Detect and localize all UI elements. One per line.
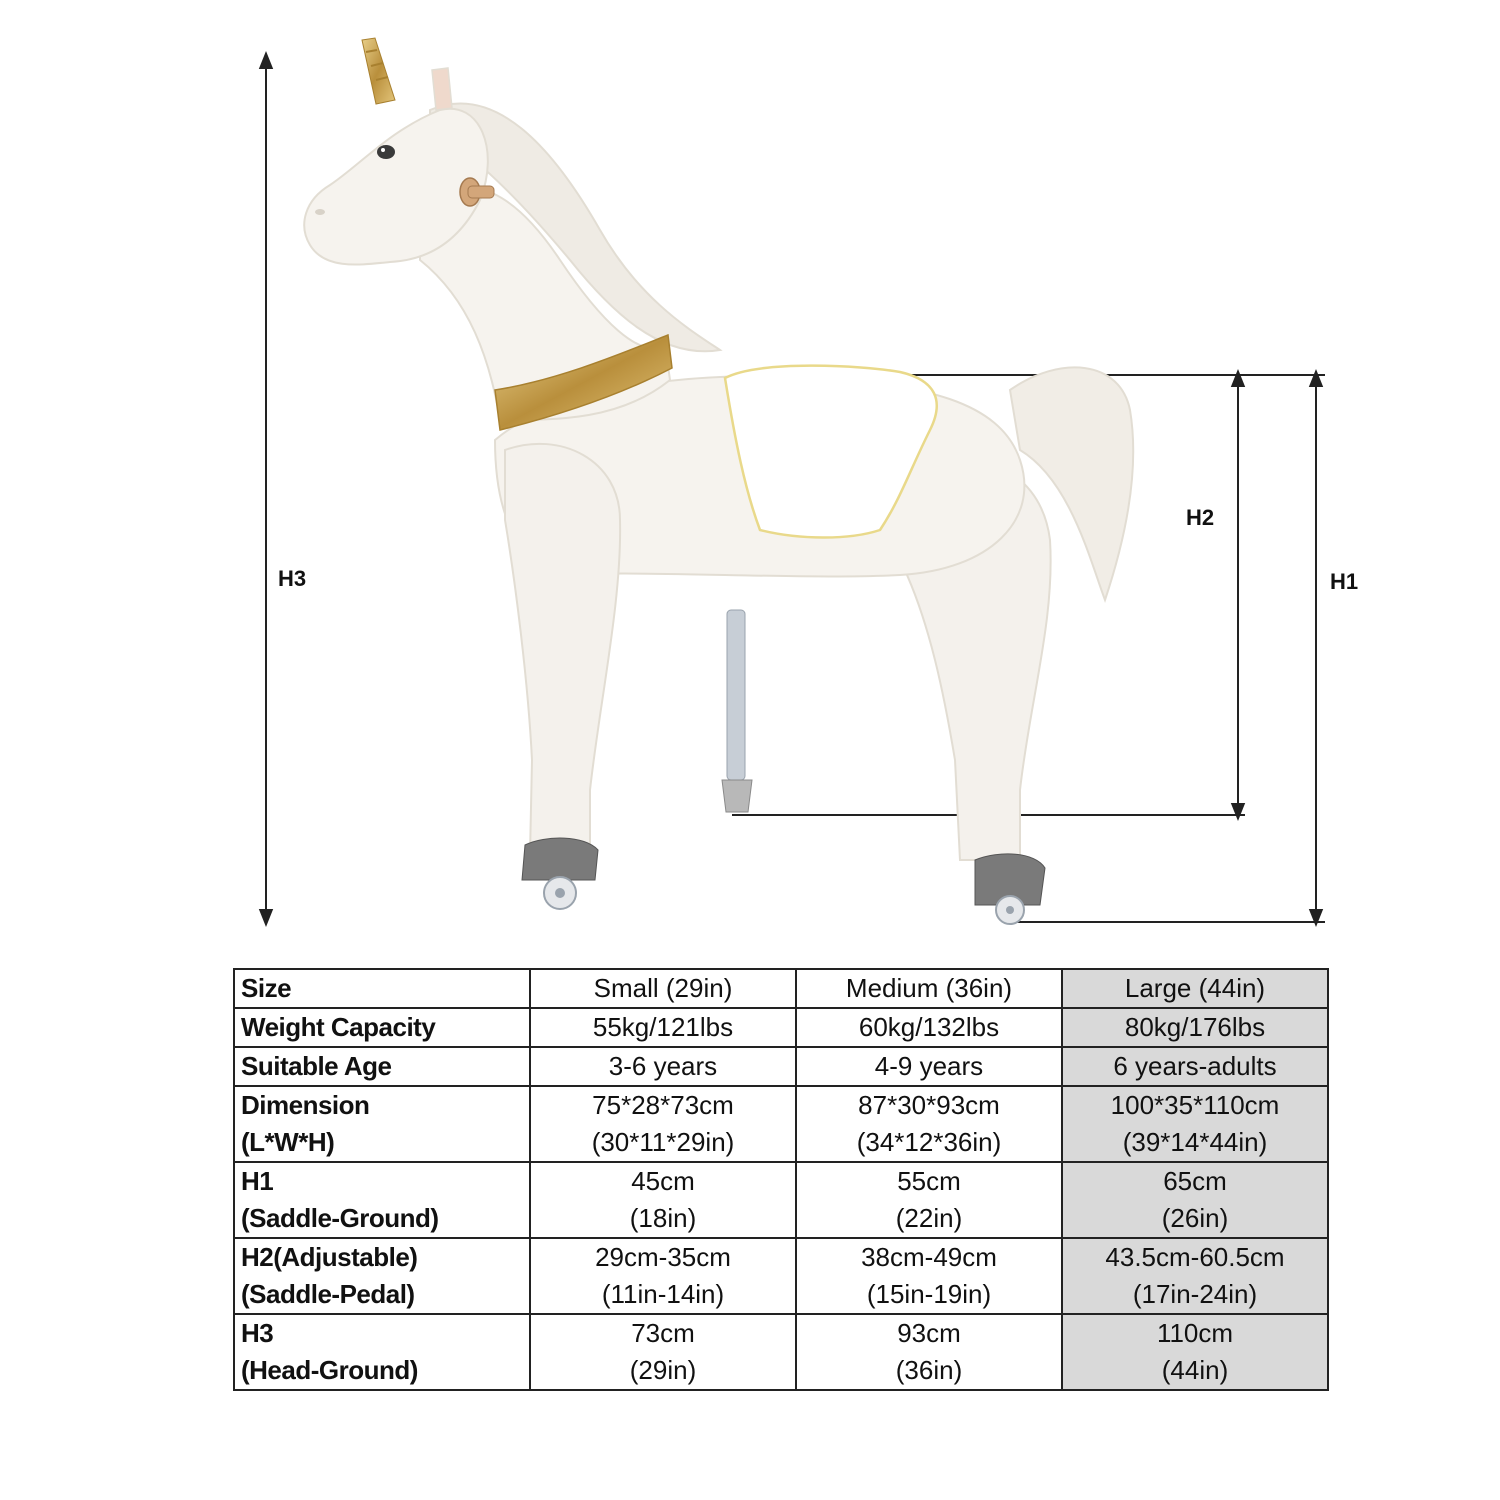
cell-line: 73cm — [631, 1318, 695, 1348]
cell-line: 87*30*93cm — [858, 1090, 1000, 1120]
table-cell — [530, 1047, 796, 1086]
table-cell — [1062, 1086, 1328, 1162]
h3-label: H3 — [278, 566, 307, 591]
cell-line: (30*11*29in) — [591, 1127, 735, 1157]
cell-line: Large (44in) — [1124, 973, 1266, 1003]
row-header — [234, 1238, 530, 1314]
cell-line: (18in) — [629, 1203, 697, 1233]
row-header-line: (L*W*H) — [241, 1127, 335, 1157]
table-cell — [1062, 1162, 1328, 1238]
cell-line: Medium (36in) — [845, 973, 1013, 1003]
table-cell — [1062, 969, 1328, 1008]
cell-line: 75*28*73cm — [592, 1090, 734, 1120]
spec-table-body — [234, 969, 1328, 1390]
table-cell — [530, 1086, 796, 1162]
cell-line: 38cm-49cm — [861, 1242, 997, 1272]
table-cell — [796, 1086, 1062, 1162]
row-header — [234, 1162, 530, 1238]
cell-line: (29in) — [629, 1355, 697, 1385]
table-cell — [530, 1008, 796, 1047]
table-cell — [796, 969, 1062, 1008]
table-cell — [530, 1162, 796, 1238]
table-cell — [796, 1047, 1062, 1086]
cell-line: (39*14*44in) — [1122, 1127, 1268, 1157]
row-header-line: (Saddle-Ground) — [241, 1203, 439, 1233]
h1-label: H1 — [1330, 569, 1359, 594]
row-header-line: Dimension — [241, 1090, 370, 1120]
cell-line: 55cm — [897, 1166, 961, 1196]
unicorn-illustration — [304, 38, 1133, 924]
table-cell — [796, 1314, 1062, 1390]
table-cell — [530, 1238, 796, 1314]
table-row — [234, 1008, 1328, 1047]
table-cell — [796, 1008, 1062, 1047]
row-header — [234, 1008, 530, 1047]
table-row — [234, 969, 1328, 1008]
table-cell — [1062, 1314, 1328, 1390]
cell-line: (11in-14in) — [601, 1279, 725, 1309]
row-header — [234, 1314, 530, 1390]
cell-line: Small (29in) — [593, 973, 733, 1003]
row-header-line: H1 — [241, 1166, 274, 1196]
table-cell — [530, 969, 796, 1008]
cell-line: 6 years-adults — [1113, 1051, 1277, 1081]
table-cell — [1062, 1008, 1328, 1047]
row-header-line: H3 — [241, 1318, 274, 1348]
cell-line: 55kg/121lbs — [592, 1012, 734, 1042]
cell-line: 100*35*110cm — [1110, 1090, 1280, 1120]
row-header-line: Size — [241, 973, 292, 1003]
cell-line: 65cm — [1163, 1166, 1227, 1196]
table-row — [234, 1047, 1328, 1086]
table-cell — [1062, 1238, 1328, 1314]
row-header-line: Weight Capacity — [241, 1012, 436, 1042]
table-row — [234, 1162, 1328, 1238]
cell-line: 29cm-35cm — [595, 1242, 731, 1272]
cell-line: 110cm — [1156, 1318, 1234, 1348]
table-cell — [796, 1238, 1062, 1314]
row-header — [234, 1086, 530, 1162]
cell-line: 45cm — [631, 1166, 695, 1196]
row-header-line: (Saddle-Pedal) — [241, 1279, 415, 1309]
cell-line: 43.5cm-60.5cm — [1105, 1242, 1285, 1272]
table-cell — [1062, 1047, 1328, 1086]
table-row — [234, 1314, 1328, 1390]
row-header-line: Suitable Age — [241, 1051, 392, 1081]
cell-line: (34*12*36in) — [856, 1127, 1002, 1157]
cell-line: (36in) — [895, 1355, 963, 1385]
row-header — [234, 969, 530, 1008]
size-spec-table — [233, 968, 1329, 1391]
table-cell — [530, 1314, 796, 1390]
table-cell — [796, 1162, 1062, 1238]
table-row — [234, 1238, 1328, 1314]
cell-line: 93cm — [897, 1318, 961, 1348]
cell-line: (44in) — [1161, 1355, 1229, 1385]
cell-line: (15in-19in) — [866, 1279, 992, 1309]
cell-line: 4-9 years — [874, 1051, 984, 1081]
cell-line: (22in) — [895, 1203, 963, 1233]
cell-line: 60kg/132lbs — [858, 1012, 1000, 1042]
cell-line: (17in-24in) — [1132, 1279, 1258, 1309]
cell-line: (26in) — [1161, 1203, 1229, 1233]
row-header — [234, 1047, 530, 1086]
cell-line: 3-6 years — [608, 1051, 718, 1081]
row-header-line: H2(Adjustable) — [241, 1242, 418, 1272]
h2-label: H2 — [1186, 505, 1215, 530]
row-header-line: (Head-Ground) — [241, 1355, 418, 1385]
table-row — [234, 1086, 1328, 1162]
cell-line: 80kg/176lbs — [1124, 1012, 1266, 1042]
